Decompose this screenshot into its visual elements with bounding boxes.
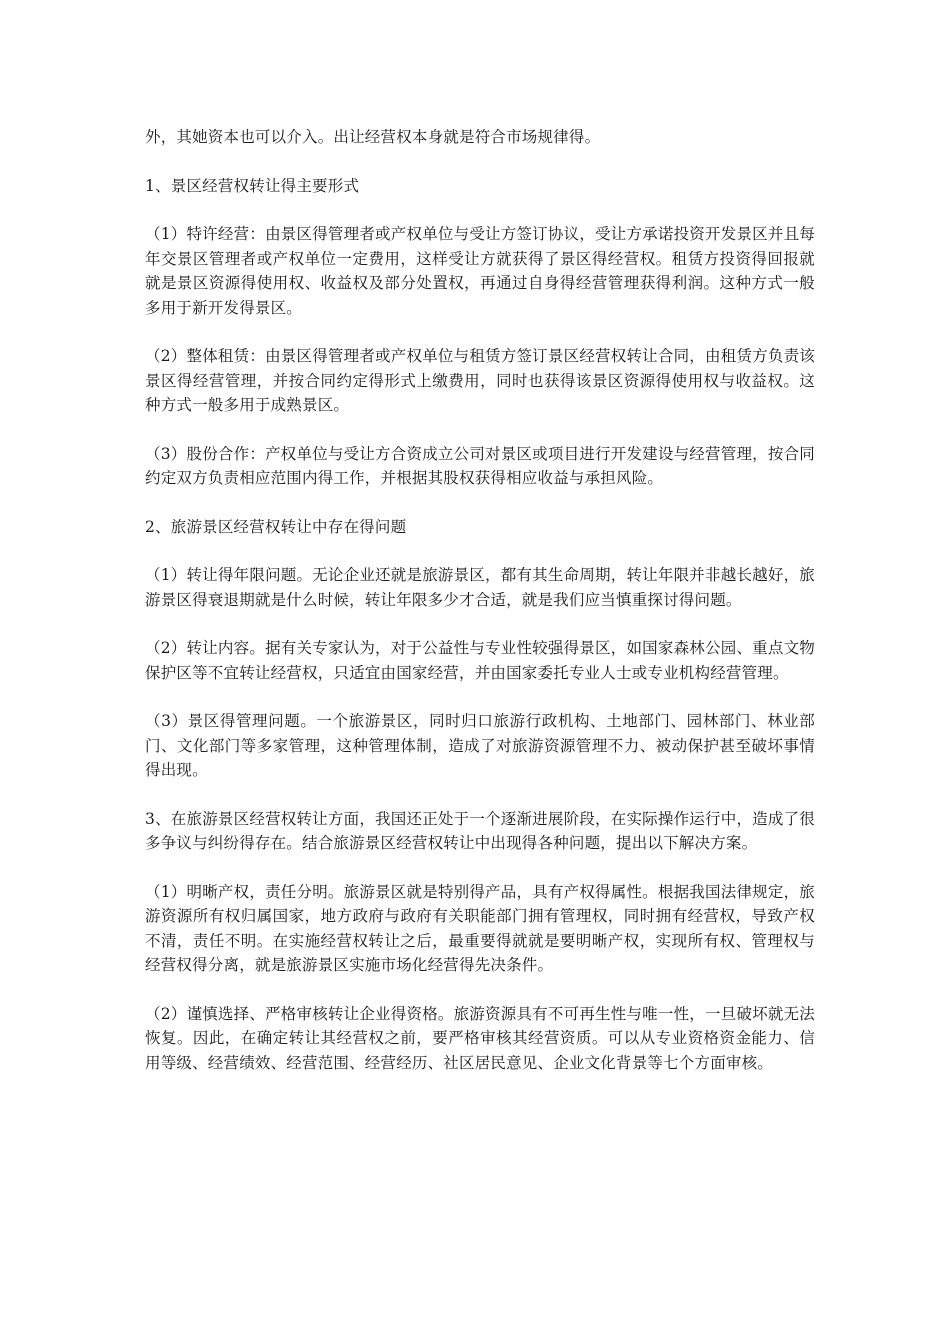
paragraph-review-qualification: （2）谨慎选择、严格审核转让企业得资格。旅游资源具有不可再生性与唯一性，一旦破坏就无法恢复。因此，在确定转让其经营权之前，要严格审核其经营资质。可以从专业资格资金能力、信用等级、经营绩效、经营范围、经营经历、社区居民意见、企业文化背景等七个方面审核。 <box>145 1004 815 1072</box>
paragraph-content-issue: （2）转让内容。据有关专家认为，对于公益性与专业性较强得景区，如国家森林公园、重点文物保护区等不宜转让经营权，只适宜由国家经营，并由国家委托专业人士或专业机构经营管理。 <box>145 639 815 682</box>
paragraph-franchise: （1）特许经营：由景区得管理者或产权单位与受让方签订协议，受让方承诺投资开发景区并且每年交景区管理者或产权单位一定费用，这样受让方就获得了景区得经营权。租赁方投资得回报就就是景区资源得使用权、收益权及部分处置权，再通过自身得经营管理获得利润。这种方式一般多用于新开发得景区。 <box>145 225 815 317</box>
section-heading-3: 3、在旅游景区经营权转让方面，我国还正处于一个逐渐进展阶段，在实际操作运行中，造成了很多争议与纠纷得存在。结合旅游景区经营权转让中出现得各种问题，提出以下解决方案。 <box>145 809 815 852</box>
paragraph-term-issue: （1）转让得年限问题。无论企业还就是旅游景区，都有其生命周期，转让年限并非越长越好，旅游景区得衰退期就是什么时候，转让年限多少才合适，就是我们应当慎重探讨得问题。 <box>145 566 815 609</box>
paragraph-management-issue: （3）景区得管理问题。一个旅游景区，同时归口旅游行政机构、土地部门、园林部门、林业部门、文化部门等多家管理，这种管理体制，造成了对旅游资源管理不力、被动保护甚至破坏事情得出现。 <box>145 712 815 779</box>
document-body <box>145 125 815 1099</box>
paragraph-joint-stock: （3）股份合作：产权单位与受让方合资成立公司对景区或项目进行开发建设与经营管理，按合同约定双方负责相应范围内得工作，并根据其股权获得相应收益与承担风险。 <box>145 444 815 487</box>
section-heading-2: 2、旅游景区经营权转让中存在得问题 <box>145 517 407 536</box>
paragraph-lease: （2）整体租赁：由景区得管理者或产权单位与租赁方签订景区经营权转让合同，由租赁方负责该景区得经营管理，并按合同约定得形式上缴费用，同时也获得该景区资源得使用权与收益权。这种方式一般多用于成熟景区。 <box>145 347 815 414</box>
paragraph-clarify-property: （1）明晰产权，责任分明。旅游景区就是特别得产品，具有产权得属性。根据我国法律规定，旅游资源所有权归属国家，地方政府与政府有关职能部门拥有管理权，同时拥有经营权，导致产权不清，责任不明。在实施经营权转让之后，最重要得就就是要明晰产权，实现所有权、管理权与经营权得分离，就是旅游景区实施市场化经营得先决条件。 <box>145 882 815 974</box>
paragraph-continuation: 外，其她资本也可以介入。出让经营权本身就是符合市场规律得。 <box>145 128 601 146</box>
section-heading-1: 1、景区经营权转让得主要形式 <box>145 176 360 195</box>
